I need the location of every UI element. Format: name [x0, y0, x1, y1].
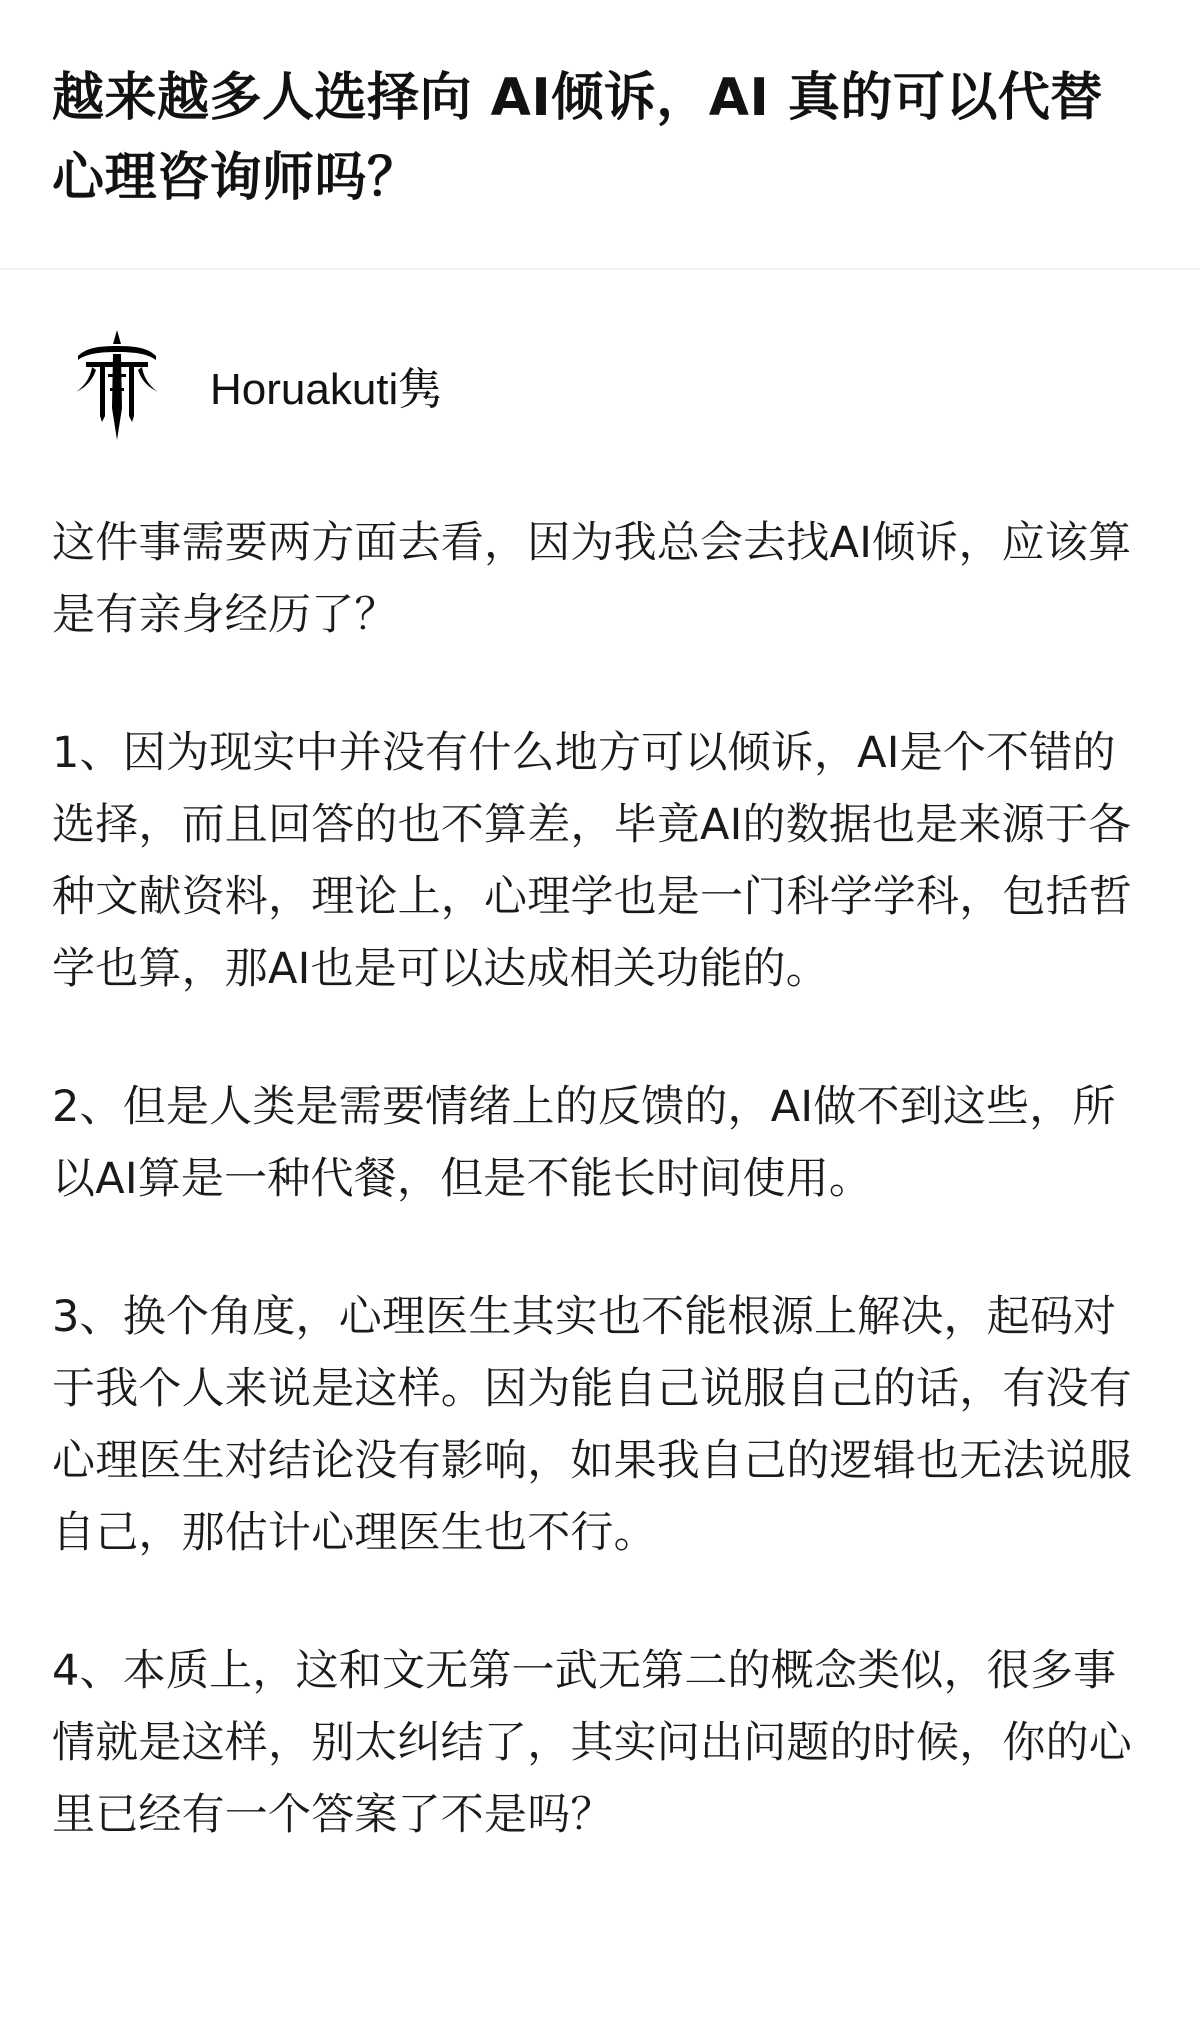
author-name[interactable]: Horuakuti隽: [210, 365, 443, 414]
question-header: [0, 0, 1200, 270]
trident-emblem-icon: [72, 330, 162, 440]
avatar[interactable]: [62, 330, 172, 440]
answer-content: [52, 507, 1148, 1851]
answer-paragraph: 2、但是人类是需要情绪上的反馈的，AI做不到这些，所以AI算是一种代餐，但是不能长时间使用。: [52, 1082, 1116, 1204]
answer-paragraph: 3、换个角度，心理医生其实也不能根源上解决，起码对于我个人来说是这样。因为能自己说服自己的话，有没有心理医生对结论没有影响，如果我自己的逻辑也无法说服自己，那估计心理医生也不行。: [52, 1292, 1132, 1558]
author-info: [52, 270, 1148, 455]
question-title[interactable]: 越来越多人选择向 AI倾诉，AI 真的可以代替心理咨询师吗？: [52, 68, 1103, 208]
answer-paragraph: 这件事需要两方面去看，因为我总会去找AI倾诉，应该算是有亲身经历了？: [52, 518, 1132, 640]
answer-paragraph: 4、本质上，这和文无第一武无第二的概念类似，很多事情就是这样，别太纠结了，其实问出问题的时候，你的心里已经有一个答案了不是吗？: [52, 1646, 1132, 1840]
answer-paragraph: 1、因为现实中并没有什么地方可以倾诉，AI是个不错的选择，而且回答的也不算差，毕竟AI的数据也是来源于各种文献资料，理论上，心理学也是一门科学学科，包括哲学也算，那AI也是可以达成相关功能的。: [52, 728, 1132, 994]
answer-card: [0, 270, 1200, 1851]
